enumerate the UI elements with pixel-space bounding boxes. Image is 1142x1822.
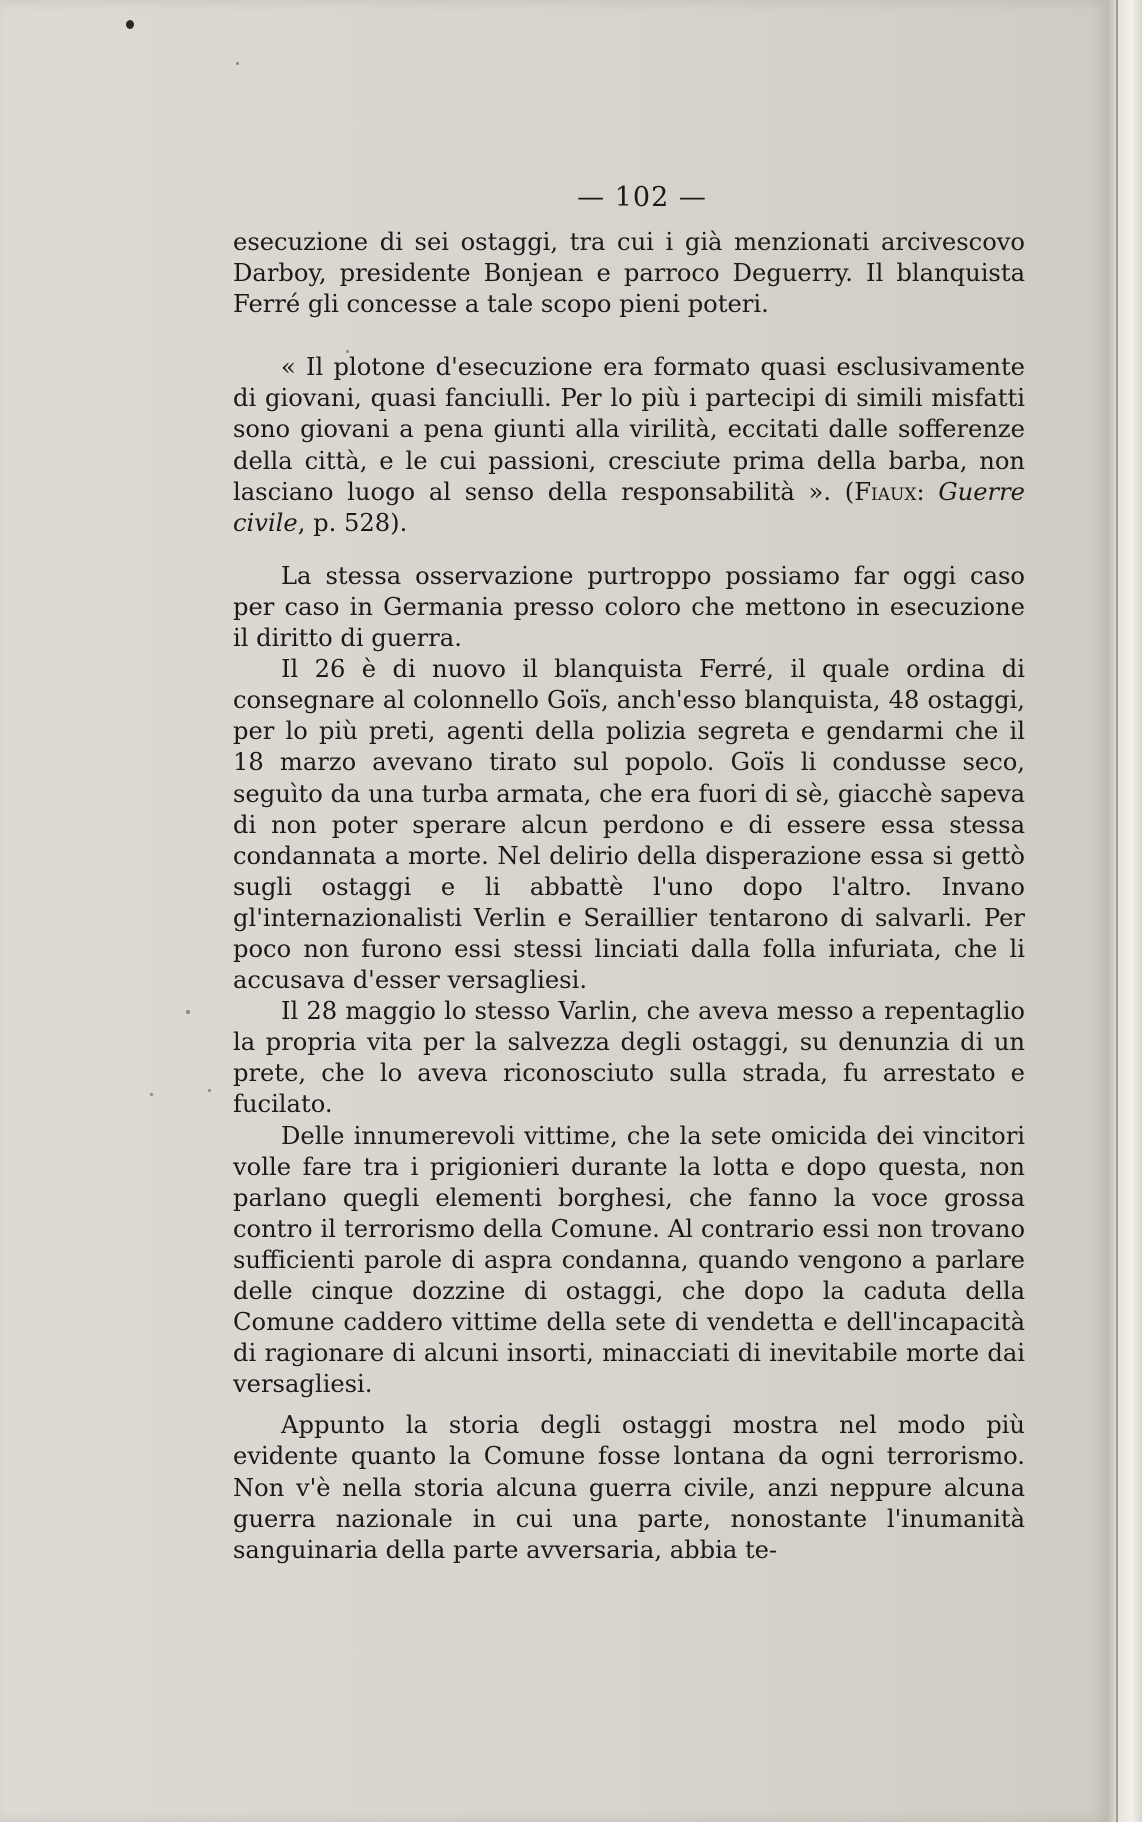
paper-speck	[236, 62, 239, 65]
paper-speck	[150, 1093, 153, 1096]
paragraph: Il 28 maggio lo stesso Varlin, che aveva messo a repentaglio la propria vita per la salvezza degli ostaggi, su denunzia di un prete, che lo aveva riconosciuto sulla strada, fu arrestato e fucilato.	[233, 997, 1025, 1119]
citation-separator: :	[916, 477, 939, 506]
paper-speck	[208, 1089, 211, 1092]
paragraph: Delle innumerevoli vittime, che la sete omicida dei vincitori volle fare tra i prigionieri durante la lotta e dopo questa, non parlano quegli elementi borghesi, che fanno la voce grossa contro il terrorismo della Comune. Al contrario essi non trovano sufficienti parole di aspra condanna, quando vengono a parlare delle cinque dozzine di ostaggi, che dopo la caduta della Comune caddero vittime della sete di vendetta e dell'incapacità di ragionare di alcuni insorti, minacciati di inevitabile morte dai versagliesi.	[233, 1121, 1025, 1399]
paragraph: esecuzione di sei ostaggi, tra cui i già menzionati arcivescovo Darboy, presidente Bonjean e parroco Deguerry. Il blanquista Ferré gli concesse a tale scopo pieni poteri.	[233, 228, 1025, 319]
citation-author: Fiaux	[854, 477, 917, 506]
book-page-edge	[1108, 0, 1142, 1822]
citation-page: , p. 528).	[297, 508, 408, 537]
ink-mark	[126, 20, 134, 29]
paper-speck	[186, 1010, 190, 1014]
page-number: — 102 —	[577, 182, 707, 213]
paragraph: Il 26 è di nuovo il blanquista Ferré, il quale ordina di consegnare al colonnello Goïs, anch'esso blanquista, 48 ostaggi, per lo più preti, agenti della polizia segreta e gendarmi che il 18 marzo avevano tirato sul popolo. Goïs li condusse seco, seguìto da una turba armata, che era fuori di sè, giacchè sapeva di non poter sperare alcun perdono e di essere essa stessa condannata a morte. Nel delirio della disperazione essa si gettò sugli ostaggi e li abbattè l'uno dopo l'altro. Invano gl'internazionalisti Verlin e Seraillier tentarono di salvarli. Per poco non furono essi stessi linciati dalla folla infuriata, che li accusava d'esser versagliesi.	[233, 655, 1025, 995]
paragraph: Appunto la storia degli ostaggi mostra nel modo più evidente quanto la Comune fosse lontana da ogni terrorismo. Non v'è nella storia alcuna guerra civile, anzi neppure alcuna guerra nazionale in cui una parte, nonostante l'inumanità sanguinaria della parte avversaria, abbia te-	[233, 1411, 1025, 1564]
citation-work: Guerre civile	[233, 477, 1025, 537]
quote-paragraph	[233, 352, 1025, 539]
paragraph: La stessa osservazione purtroppo possiamo far oggi caso per caso in Germania presso coloro che mettono in esecuzione il diritto di guerra.	[233, 561, 1025, 653]
body-text	[233, 227, 1025, 1566]
quote-text: « Il plotone d'esecuzione era formato quasi esclusivamente di giovani, quasi fanciulli. Per lo più i partecipi di simili misfatti sono giovani a pena giunti alla virilità, eccitati dalle sofferenze della città, e le cui passioni, cresciute prima della barba, non lasciano luogo al senso della responsabilità ». (	[233, 353, 1025, 506]
